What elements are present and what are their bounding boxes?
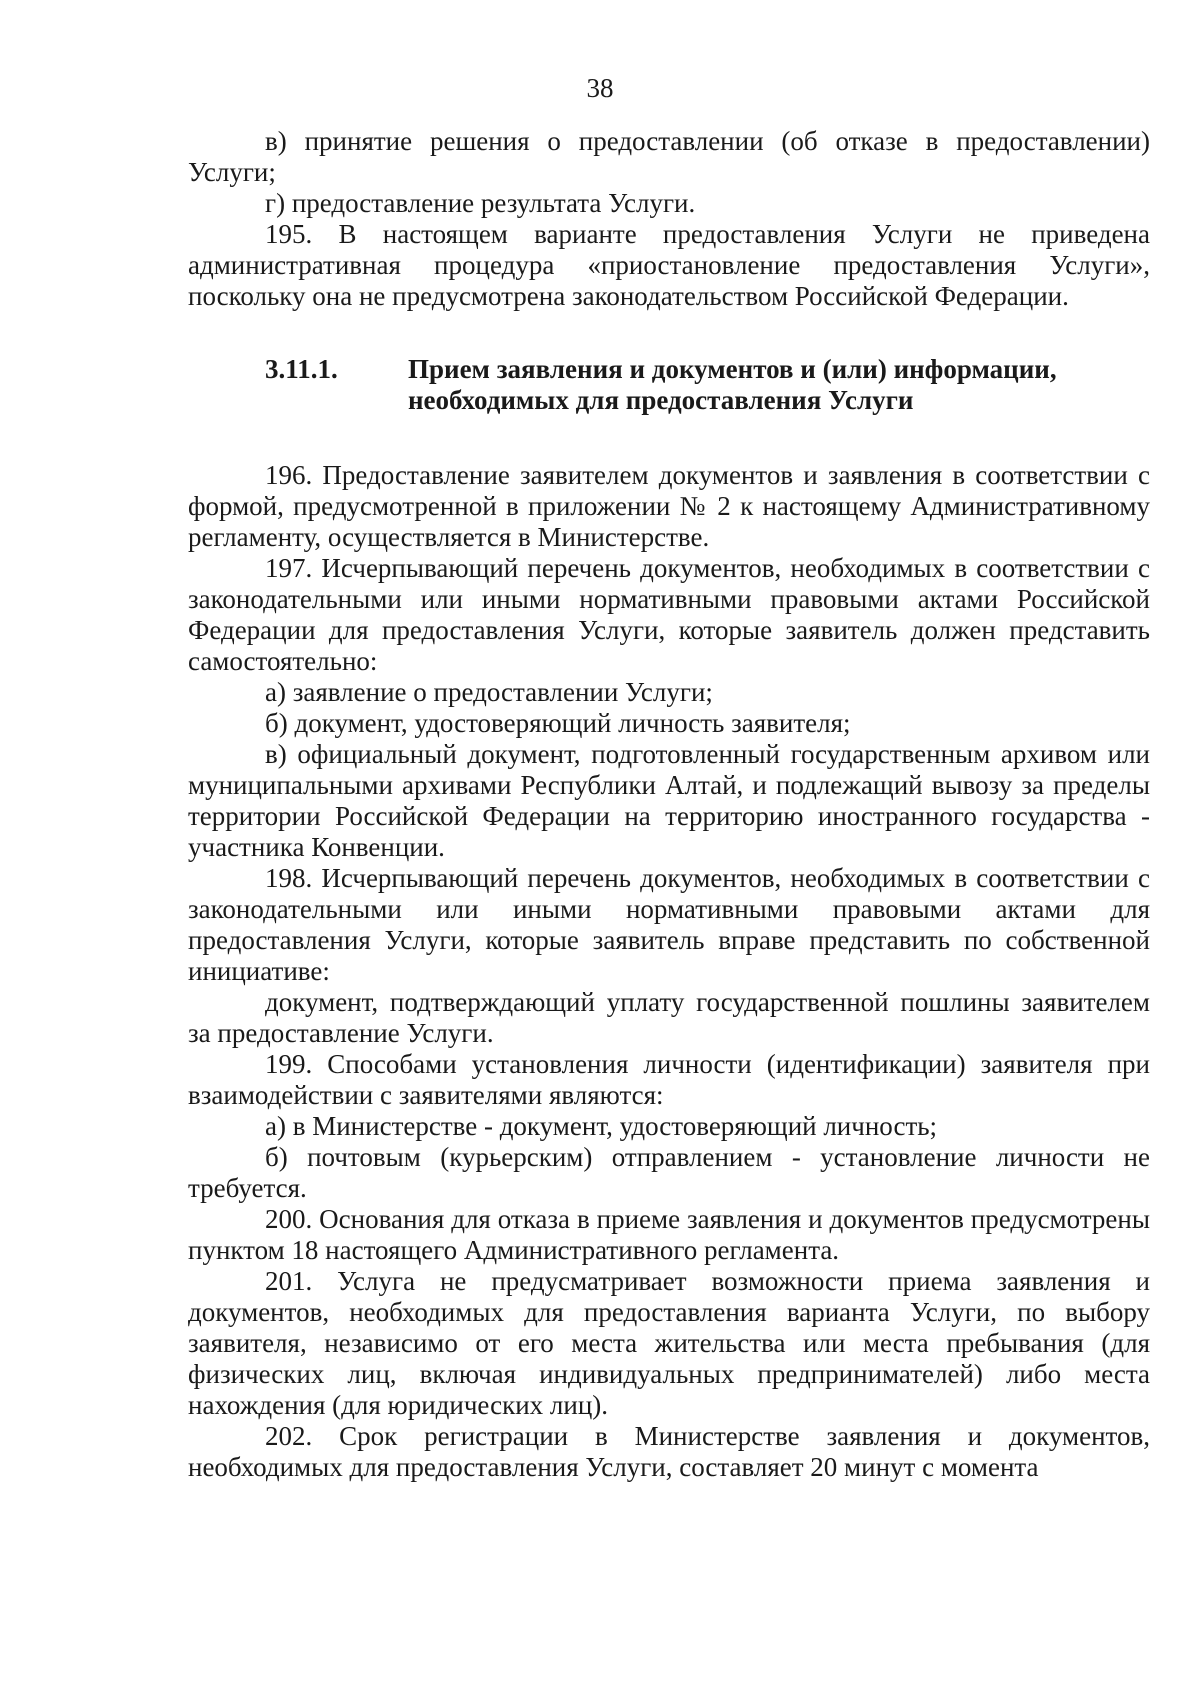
paragraph-202: 202. Срок регистрации в Министерстве заявления и документов, необходимых для предоставления Услуги, составляет 20 минут с момента	[188, 1421, 1150, 1482]
document-body	[188, 126, 1150, 1483]
section-title: Прием заявления и документов и (или) информации, необходимых для предоставления Услуги	[408, 354, 1057, 415]
paragraph-197-a: а) заявление о предоставлении Услуги;	[265, 677, 713, 707]
paragraph-201: 201. Услуга не предусматривает возможности приема заявления и документов, необходимых для предоставления варианта Услуги, по выбору заявителя, независимо от его места жительства или места пребывания (для физических лиц, включая индивидуальных предпринимателей) либо места нахождения (для юридических лиц).	[188, 1266, 1150, 1420]
paragraph-197-b: б) документ, удостоверяющий личность заявителя;	[265, 708, 851, 738]
paragraph-item-g: г) предоставление результата Услуги.	[265, 188, 696, 218]
section-number: 3.11.1.	[265, 354, 338, 384]
paragraph-197-v: в) официальный документ, подготовленный государственным архивом или муниципальными архивами Республики Алтай, и подлежащий вывозу за пределы территории Российской Федерации на территорию иностранного государства - участника Конвенции.	[188, 739, 1150, 862]
paragraph-199: 199. Способами установления личности (идентификации) заявителя при взаимодействии с заявителями являются:	[188, 1049, 1150, 1110]
paragraph-197: 197. Исчерпывающий перечень документов, необходимых в соответствии с законодательными или иными нормативными правовыми актами Российской Федерации для предоставления Услуги, которые заявитель должен представить самостоятельно:	[188, 553, 1150, 676]
paragraph-198: 198. Исчерпывающий перечень документов, необходимых в соответствии с законодательными или иными нормативными правовыми актами для предоставления Услуги, которые заявитель вправе представить по собственной инициативе:	[188, 863, 1150, 986]
page-number: 38	[586, 73, 614, 103]
paragraph-199-b: б) почтовым (курьерским) отправлением - установление личности не требуется.	[188, 1142, 1150, 1203]
paragraph-196: 196. Предоставление заявителем документов и заявления в соответствии с формой, предусмотренной в приложении № 2 к настоящему Административному регламенту, осуществляется в Министерстве.	[188, 460, 1150, 552]
paragraph-200: 200. Основания для отказа в приеме заявления и документов предусмотрены пунктом 18 настоящего Административного регламента.	[188, 1204, 1150, 1265]
paragraph-item-v: в) принятие решения о предоставлении (об отказе в предоставлении) Услуги;	[188, 126, 1150, 187]
paragraph-199-a: а) в Министерстве - документ, удостоверяющий личность;	[265, 1111, 938, 1141]
paragraph-195: 195. В настоящем варианте предоставления Услуги не приведена административная процедура «приостановление предоставления Услуги», поскольку она не предусмотрена законодательством Российской Федерации.	[188, 219, 1150, 311]
section-heading	[188, 354, 1150, 416]
paragraph-198-item: документ, подтверждающий уплату государственной пошлины заявителем за предоставление Услуги.	[188, 987, 1150, 1048]
